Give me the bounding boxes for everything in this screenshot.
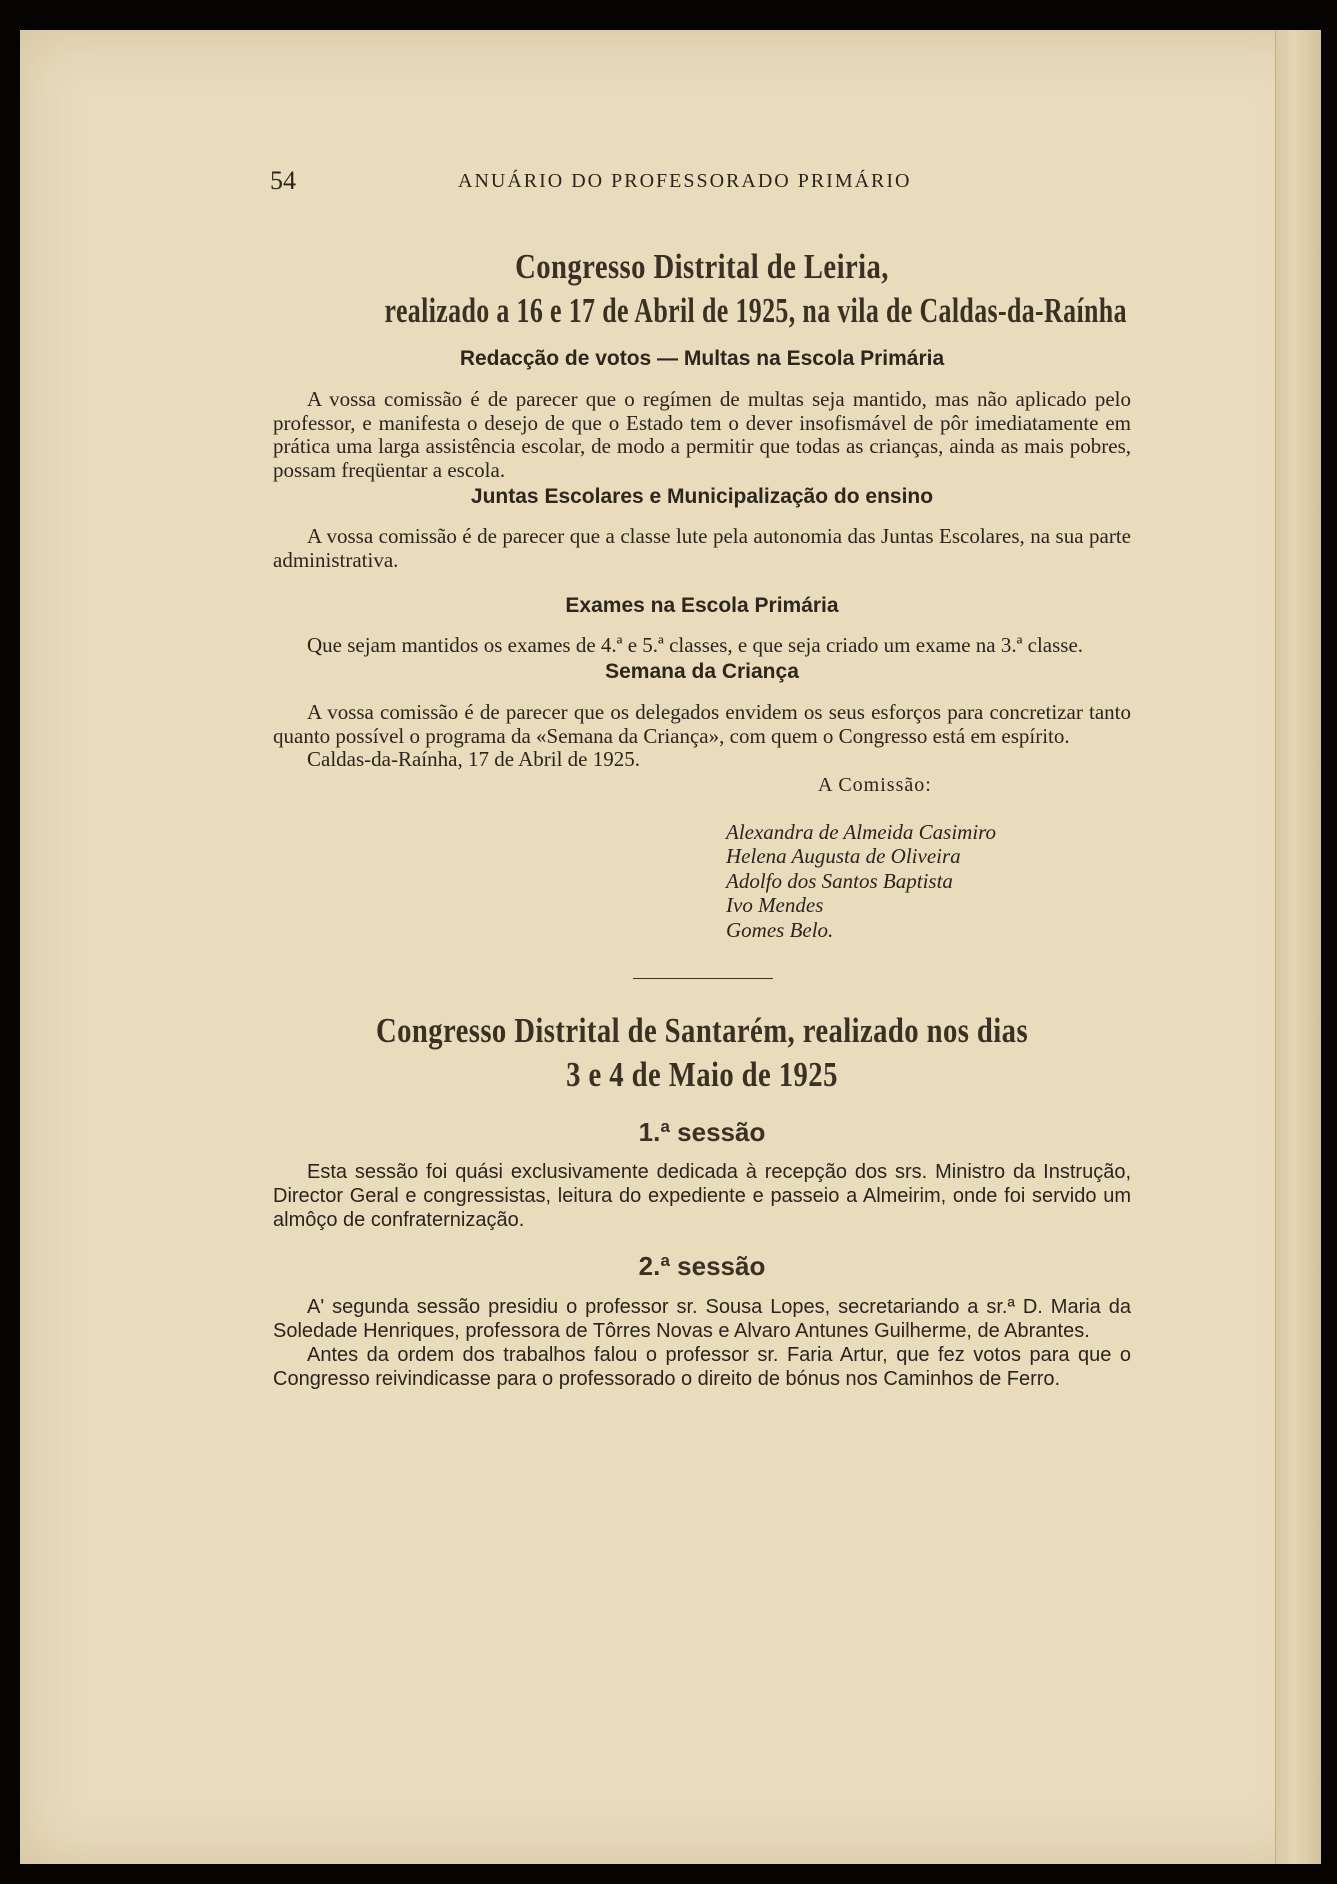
page-content xyxy=(273,245,1131,1392)
page-edge xyxy=(1275,30,1321,1864)
page-header xyxy=(270,166,1230,196)
signatory: Adolfo dos Santos Baptista xyxy=(726,868,953,893)
signatory: Helena Augusta de Oliveira xyxy=(726,844,961,869)
paragraph-exames: Que sejam mantidos os exames de 4.ª e 5.ª classes, e que seja criado um exame na 3.ª classe. xyxy=(307,633,1084,658)
session-2-paragraph-2: Antes da ordem dos trabalhos falou o professor sr. Faria Artur, que fez votos para que o Congresso reivindicasse para o professorado o direito de bónus nos Caminhos de Ferro. xyxy=(273,1344,1131,1390)
session-2-paragraph-1: A' segunda sessão presidiu o professor sr. Sousa Lopes, secretariando a sr.ª D. Maria da Soledade Henriques, professora de Tôrres Novas e Alvaro Antunes Guilherme, de Abrantes. xyxy=(273,1296,1131,1343)
section-santarem-title xyxy=(273,1009,1131,1097)
signatory: Gomes Belo. xyxy=(726,917,834,942)
session-1-paragraph: Esta sessão foi quási exclusivamente dedicada à recepção dos srs. Ministro da Instrução, Director Geral e congressistas, leitura do expediente e passeio a Almeirim, onde foi servido um almôço de confraternização. xyxy=(273,1161,1131,1231)
section-leiria-title xyxy=(273,245,1131,333)
title-line-2: realizado a 16 e 17 de Abril de 1925, na vila de Caldas-da-Raínha xyxy=(384,291,1127,330)
subheading-exames: Exames na Escola Primária xyxy=(565,594,839,618)
paragraph-juntas: A vossa comissão é de parecer que a classe lute pela autonomia das Juntas Escolares, na sua parte administrativa. xyxy=(273,523,1131,572)
section-divider xyxy=(633,978,773,979)
signatory: Alexandra de Almeida Casimiro xyxy=(726,819,997,844)
place-date: Caldas-da-Raínha, 17 de Abril de 1925. xyxy=(307,747,641,772)
title-line-2: 3 e 4 de Maio de 1925 xyxy=(566,1055,838,1095)
title-line-1: Congresso Distrital de Santarém, realizado nos dias xyxy=(375,1011,1029,1051)
session-2-title: 2.ª sessão xyxy=(638,1250,766,1281)
signatories xyxy=(273,820,1131,943)
committee-label: A Comissão: xyxy=(818,774,932,797)
signatory: Ivo Mendes xyxy=(726,893,824,918)
paragraph-multas: A vossa comissão é de parecer que o regímen de multas seja mantido, mas não aplicado pelo professor, e manifesta o desejo de que o Estado tem o dever insofismável de pôr imediatamente em prática uma larga assistência escolar, de modo a permitir que todas as crianças, ainda as mais pobres, possam freqüentar a escola. xyxy=(273,386,1131,483)
paragraph-semana: A vossa comissão é de parecer que os delegados envidem os seus esforços para concretizar tanto quanto possível o programa da «Semana da Criança», com quem o Congresso está em espírito. xyxy=(273,699,1131,748)
subheading-juntas: Juntas Escolares e Municipalização do ensino xyxy=(470,484,934,508)
subheading-multas: Redacção de votos — Multas na Escola Primária xyxy=(459,347,945,370)
page-number: 54 xyxy=(270,166,296,195)
title-line-1: Congresso Distrital de Leiria, xyxy=(515,247,889,286)
session-1-title: 1.ª sessão xyxy=(638,1117,766,1148)
running-title: ANUÁRIO DO PROFESSORADO PRIMÁRIO xyxy=(458,170,912,192)
subheading-semana: Semana da Criança xyxy=(605,659,799,683)
